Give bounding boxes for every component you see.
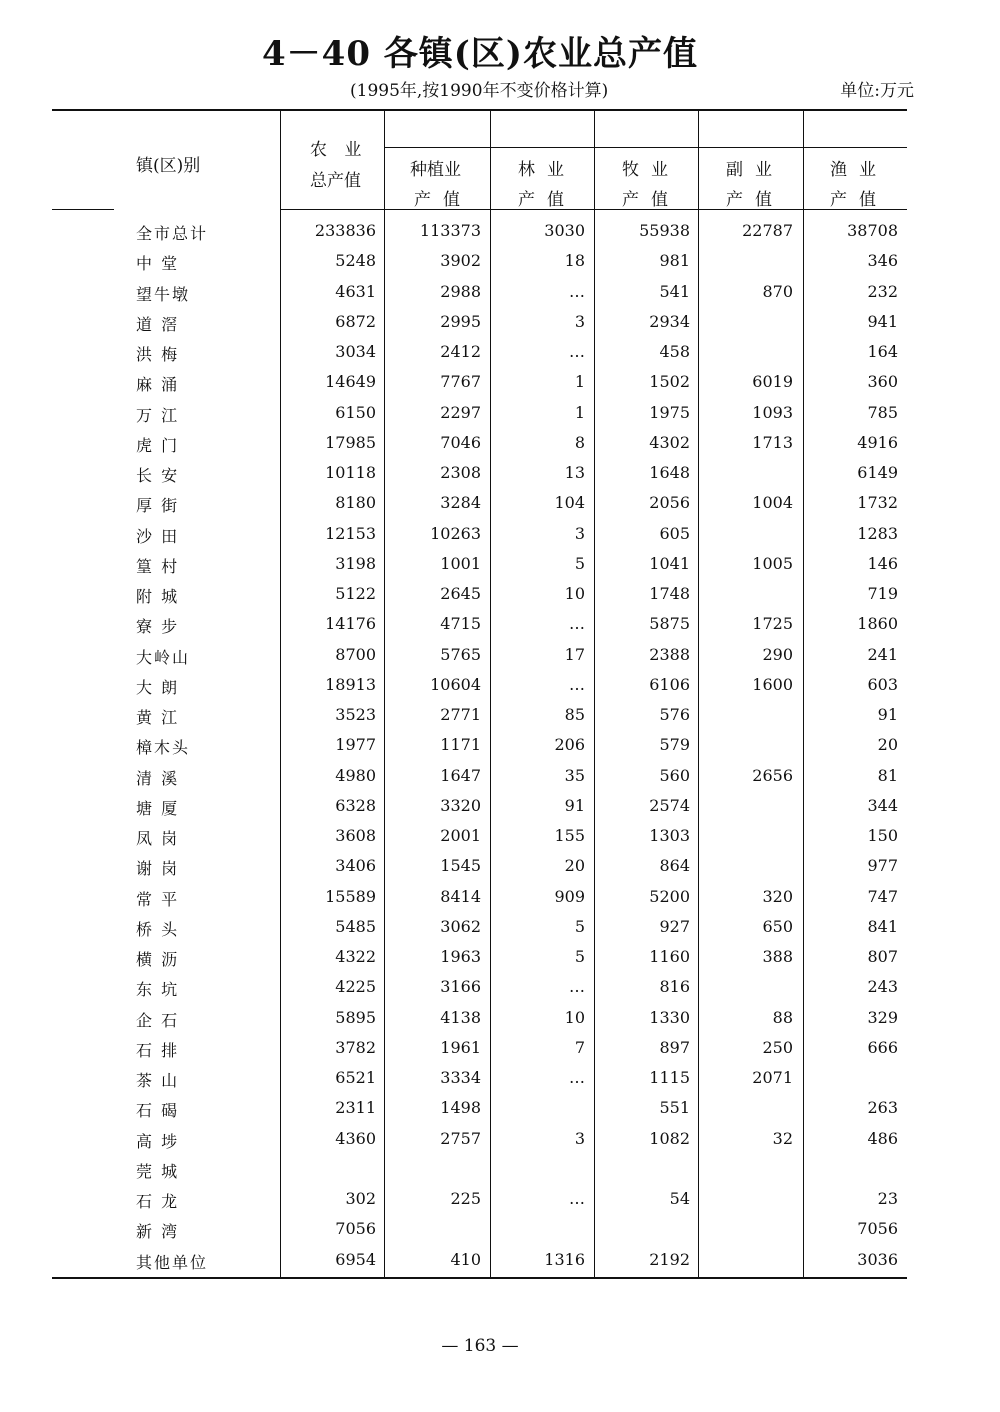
cell-crop: 113373 (419, 221, 481, 240)
cell-crop: 1545 (440, 856, 481, 876)
cell-livestock: 458 (659, 342, 690, 361)
cell-sideline: 1600 (752, 674, 793, 694)
cell-fishery: 241 (867, 644, 898, 664)
cell-sideline: 650 (762, 916, 793, 936)
cell-crop: 10604 (430, 674, 481, 694)
cell-fishery: 263 (867, 1098, 898, 1118)
table-row (0, 1098, 1000, 1128)
table-row (0, 282, 1000, 312)
table-row (0, 856, 1000, 886)
cell-sideline: 1093 (752, 402, 793, 422)
cell-fishery: 38708 (847, 221, 898, 240)
row-name: 大 朗 (136, 677, 180, 697)
cell-crop: 1961 (440, 1037, 481, 1057)
header-forestry-value: 产值 (518, 190, 576, 210)
cell-fishery: 164 (867, 342, 898, 361)
cell-livestock: 541 (659, 281, 690, 301)
cell-forestry: 909 (554, 886, 585, 906)
cell-sideline: 1005 (752, 553, 793, 573)
cell-fishery: 941 (867, 311, 898, 331)
row-name: 道 滘 (136, 314, 180, 334)
cell-fishery: 486 (867, 1128, 898, 1148)
cell-livestock: 1303 (649, 826, 690, 845)
row-name: 清 溪 (136, 768, 180, 788)
cell-forestry: 1 (574, 402, 585, 422)
cell-fishery: 360 (867, 372, 898, 392)
cell-total: 4322 (335, 947, 376, 966)
cell-livestock: 897 (659, 1037, 690, 1057)
cell-total: 8700 (335, 644, 376, 664)
table-row (0, 887, 1000, 917)
table-row (0, 766, 1000, 796)
cell-fishery: 807 (867, 947, 898, 966)
cell-livestock: 2056 (649, 493, 690, 513)
cell-crop: 410 (450, 1249, 481, 1269)
cell-crop: 2412 (440, 342, 481, 361)
cell-livestock: 981 (659, 251, 690, 271)
table-row (0, 1159, 1000, 1189)
row-name: 寮 步 (136, 617, 180, 637)
table-row (0, 1038, 1000, 1068)
cell-sideline: 22787 (742, 221, 793, 240)
table-row (0, 705, 1000, 735)
cell-crop: 8414 (440, 886, 481, 906)
cell-sideline: 88 (772, 1007, 793, 1027)
cell-sideline: 388 (762, 947, 793, 966)
cell-livestock: 1330 (649, 1007, 690, 1027)
cell-forestry: 206 (554, 735, 585, 755)
cell-livestock: 579 (659, 735, 690, 755)
cell-total: 233836 (314, 221, 376, 240)
header-region: 镇(区)别 (136, 156, 201, 176)
row-name: 东 坑 (136, 980, 180, 1000)
cell-total: 6328 (335, 795, 376, 815)
cell-total: 4360 (335, 1128, 376, 1148)
header-sideline: 副业 (726, 160, 784, 180)
cell-crop: 2645 (440, 584, 481, 603)
cell-total: 14176 (325, 614, 376, 634)
header-bottom-rule-left (52, 209, 114, 210)
row-name: 中 堂 (136, 254, 180, 274)
cell-livestock: 1975 (649, 402, 690, 422)
row-name: 长 安 (136, 466, 180, 485)
cell-livestock: 2388 (649, 644, 690, 664)
cell-total: 8180 (335, 493, 376, 513)
cell-livestock: 1082 (649, 1128, 690, 1148)
table-row (0, 977, 1000, 1007)
cell-forestry: 91 (564, 795, 585, 815)
row-name: 附 城 (136, 587, 180, 606)
cell-livestock: 927 (659, 916, 690, 936)
cell-crop: 3334 (440, 1068, 481, 1087)
header-forestry: 林业 (518, 160, 576, 180)
cell-fishery: 346 (867, 251, 898, 271)
cell-livestock: 1041 (649, 553, 690, 573)
cell-crop: 2001 (440, 826, 481, 845)
cell-livestock: 54 (669, 1189, 690, 1208)
cell-forestry: 1316 (544, 1249, 585, 1269)
cell-livestock: 55938 (639, 221, 690, 240)
cell-livestock: 2192 (649, 1249, 690, 1269)
cell-fishery: 7056 (857, 1219, 898, 1239)
cell-fishery: 4916 (857, 432, 898, 452)
table-row (0, 554, 1000, 584)
cell-total: 6872 (335, 311, 376, 331)
cell-crop: 4138 (440, 1007, 481, 1027)
cell-fishery: 666 (867, 1037, 898, 1057)
cell-sideline: 32 (772, 1128, 793, 1148)
cell-forestry: 8 (574, 432, 585, 452)
cell-livestock: 576 (659, 705, 690, 724)
cell-crop: 1498 (440, 1098, 481, 1118)
cell-total: 4225 (335, 977, 376, 997)
cell-crop: 7046 (440, 432, 481, 452)
cell-sideline: 2656 (752, 765, 793, 785)
cell-fishery: 150 (867, 826, 898, 845)
cell-crop: 3284 (440, 493, 481, 513)
cell-crop: 2308 (440, 463, 481, 482)
row-name: 石 碣 (136, 1101, 180, 1121)
row-name: 石 排 (136, 1040, 180, 1060)
cell-forestry: … (569, 1189, 585, 1208)
cell-total: 3034 (335, 342, 376, 361)
cell-crop: 3902 (440, 251, 481, 271)
table-row (0, 1250, 1000, 1280)
cell-sideline: 870 (762, 281, 793, 301)
cell-forestry: … (569, 674, 585, 694)
cell-livestock: 2934 (649, 311, 690, 331)
header-sideline-value: 产值 (726, 190, 784, 210)
row-name: 莞 城 (136, 1161, 180, 1181)
row-name: 黄 江 (136, 708, 180, 727)
row-name: 厚 街 (136, 496, 180, 516)
cell-total: 15589 (325, 886, 376, 906)
row-name: 虎 门 (136, 435, 180, 455)
cell-crop: 7767 (440, 372, 481, 392)
cell-fishery: 3036 (857, 1249, 898, 1269)
cell-fishery: 1860 (857, 614, 898, 634)
header-fishery: 渔业 (830, 160, 888, 180)
cell-livestock: 605 (659, 523, 690, 543)
table-row (0, 463, 1000, 493)
header-fishery-value: 产值 (830, 190, 888, 210)
row-name: 常 平 (136, 889, 180, 909)
cell-forestry: 10 (564, 1007, 585, 1027)
cell-sideline: 290 (762, 644, 793, 664)
row-name: 篁 村 (136, 556, 180, 576)
row-name: 横 沥 (136, 950, 180, 969)
cell-fishery: 20 (877, 735, 898, 755)
table-row (0, 917, 1000, 947)
cell-crop: 3062 (440, 916, 481, 936)
table-top-rule (52, 109, 907, 111)
table-row (0, 796, 1000, 826)
cell-forestry: … (569, 1068, 585, 1087)
table-row (0, 1219, 1000, 1249)
cell-livestock: 551 (659, 1098, 690, 1118)
cell-forestry: 7 (574, 1037, 585, 1057)
cell-livestock: 1748 (649, 584, 690, 603)
cell-total: 5895 (335, 1007, 376, 1027)
cell-crop: 10263 (430, 523, 481, 543)
cell-fishery: 6149 (857, 463, 898, 482)
cell-sideline: 2071 (752, 1068, 793, 1087)
cell-livestock: 816 (659, 977, 690, 997)
cell-forestry: 1 (574, 372, 585, 392)
cell-fishery: 81 (877, 765, 898, 785)
cell-fishery: 977 (867, 856, 898, 876)
cell-sideline: 320 (762, 886, 793, 906)
cell-total: 6954 (335, 1249, 376, 1269)
row-name: 茶 山 (136, 1071, 180, 1090)
header-livestock-value: 产值 (622, 190, 680, 210)
cell-fishery: 91 (877, 705, 898, 724)
cell-forestry: 5 (574, 947, 585, 966)
table-row (0, 493, 1000, 523)
cell-fishery: 243 (867, 977, 898, 997)
cell-fishery: 23 (877, 1189, 898, 1208)
header-total-line1: 农 业 (310, 140, 368, 160)
cell-crop: 4715 (440, 614, 481, 634)
row-name: 桥 头 (136, 919, 180, 939)
table-row (0, 1068, 1000, 1098)
cell-livestock: 5875 (649, 614, 690, 634)
cell-livestock: 4302 (649, 432, 690, 452)
table-row (0, 251, 1000, 281)
row-name: 塘 厦 (136, 798, 180, 818)
cell-forestry: 5 (574, 553, 585, 573)
cell-livestock: 1115 (649, 1068, 690, 1087)
cell-sideline: 1713 (752, 432, 793, 452)
table-row (0, 312, 1000, 342)
cell-forestry: 104 (554, 493, 585, 513)
table-row (0, 1189, 1000, 1219)
cell-sideline: 6019 (752, 372, 793, 392)
table-row (0, 372, 1000, 402)
cell-forestry: … (569, 614, 585, 634)
cell-fishery: 1283 (857, 523, 898, 543)
row-name: 沙 田 (136, 526, 180, 546)
cell-forestry: 20 (564, 856, 585, 876)
page-title: 4－40 各镇(区)农业总产值 (262, 34, 698, 74)
cell-forestry: … (569, 281, 585, 301)
table-row (0, 1008, 1000, 1038)
row-name: 樟木头 (136, 738, 191, 758)
cell-forestry: 35 (564, 765, 585, 785)
row-name: 其他单位 (136, 1252, 209, 1272)
cell-total: 5485 (335, 916, 376, 936)
cell-total: 18913 (325, 674, 376, 694)
row-name: 企 石 (136, 1010, 180, 1030)
cell-forestry: 5 (574, 916, 585, 936)
cell-forestry: 3 (574, 1128, 585, 1148)
cell-total: 14649 (325, 372, 376, 392)
cell-sideline: 1004 (752, 493, 793, 513)
cell-total: 17985 (325, 432, 376, 452)
cell-crop: 3166 (440, 977, 481, 997)
table-row (0, 403, 1000, 433)
cell-fishery: 603 (867, 674, 898, 694)
cell-total: 302 (345, 1189, 376, 1208)
cell-livestock: 1648 (649, 463, 690, 482)
cell-fishery: 719 (867, 584, 898, 603)
cell-total: 4980 (335, 765, 376, 785)
row-name: 洪 梅 (136, 345, 180, 364)
cell-fishery: 841 (867, 916, 898, 936)
cell-crop: 1647 (440, 765, 481, 785)
cell-total: 6150 (335, 402, 376, 422)
cell-fishery: 344 (867, 795, 898, 815)
cell-livestock: 2574 (649, 795, 690, 815)
row-name: 高 埗 (136, 1131, 180, 1151)
cell-crop: 1001 (440, 553, 481, 573)
cell-total: 1977 (335, 735, 376, 755)
table-row (0, 947, 1000, 977)
cell-forestry: … (569, 342, 585, 361)
cell-forestry: 3 (574, 311, 585, 331)
row-name: 谢 岗 (136, 859, 180, 879)
cell-total: 3782 (335, 1037, 376, 1057)
cell-total: 2311 (335, 1098, 376, 1118)
subtitle: (1995年,按1990年不变价格计算) (350, 81, 609, 101)
cell-sideline: 250 (762, 1037, 793, 1057)
unit-label: 单位:万元 (840, 81, 914, 101)
cell-livestock: 560 (659, 765, 690, 785)
cell-crop: 2771 (440, 705, 481, 724)
cell-forestry: 155 (554, 826, 585, 845)
header-crop-value: 产值 (414, 190, 472, 210)
cell-crop: 2988 (440, 281, 481, 301)
cell-livestock: 864 (659, 856, 690, 876)
cell-total: 3608 (335, 826, 376, 845)
table-row (0, 342, 1000, 372)
cell-total: 5122 (335, 584, 376, 603)
cell-total: 3198 (335, 553, 376, 573)
table-row (0, 584, 1000, 614)
cell-forestry: 17 (564, 644, 585, 664)
table-row (0, 1129, 1000, 1159)
cell-forestry: 85 (564, 705, 585, 724)
cell-forestry: 3 (574, 523, 585, 543)
cell-total: 10118 (325, 463, 376, 482)
cell-crop: 2297 (440, 402, 481, 422)
table-row (0, 433, 1000, 463)
row-name: 全市总计 (136, 224, 209, 243)
header-total-line2: 总产值 (310, 171, 361, 191)
cell-livestock: 6106 (649, 674, 690, 694)
table-row (0, 675, 1000, 705)
cell-crop: 5765 (440, 644, 481, 664)
cell-fishery: 785 (867, 402, 898, 422)
cell-forestry: 10 (564, 584, 585, 603)
row-name: 望牛墩 (136, 284, 191, 304)
cell-forestry: 18 (564, 251, 585, 271)
table-row (0, 645, 1000, 675)
cell-total: 7056 (335, 1219, 376, 1239)
header-sub-rule (384, 147, 907, 148)
table-row (0, 524, 1000, 554)
cell-total: 4631 (335, 281, 376, 301)
page-number: — 163 — (441, 1336, 519, 1356)
cell-livestock: 5200 (649, 886, 690, 906)
row-name: 新 湾 (136, 1222, 180, 1242)
cell-sideline: 1725 (752, 614, 793, 634)
cell-forestry: … (569, 977, 585, 997)
header-livestock: 牧业 (622, 160, 680, 180)
row-name: 万 江 (136, 405, 180, 425)
cell-total: 5248 (335, 251, 376, 271)
header-crop: 种植业 (410, 160, 461, 180)
cell-crop: 2757 (440, 1128, 481, 1148)
cell-livestock: 1502 (649, 372, 690, 392)
cell-total: 6521 (335, 1068, 376, 1087)
cell-crop: 2995 (440, 311, 481, 331)
cell-crop: 225 (450, 1189, 481, 1208)
cell-crop: 1963 (440, 947, 481, 966)
cell-crop: 1171 (440, 735, 481, 755)
table-row (0, 826, 1000, 856)
row-name: 大岭山 (136, 647, 191, 667)
cell-fishery: 146 (867, 553, 898, 573)
cell-total: 3523 (335, 705, 376, 724)
row-name: 凤 岗 (136, 829, 180, 848)
cell-fishery: 329 (867, 1007, 898, 1027)
cell-fishery: 747 (867, 886, 898, 906)
cell-crop: 3320 (440, 795, 481, 815)
cell-livestock: 1160 (649, 947, 690, 966)
row-name: 麻 涌 (136, 375, 180, 395)
cell-fishery: 232 (867, 281, 898, 301)
cell-total: 3406 (335, 856, 376, 876)
table-row (0, 735, 1000, 765)
table-row (0, 221, 1000, 251)
cell-total: 12153 (325, 523, 376, 543)
cell-forestry: 3030 (544, 221, 585, 240)
table-row (0, 614, 1000, 644)
row-name: 石 龙 (136, 1192, 180, 1211)
cell-fishery: 1732 (857, 493, 898, 513)
cell-forestry: 13 (564, 463, 585, 482)
